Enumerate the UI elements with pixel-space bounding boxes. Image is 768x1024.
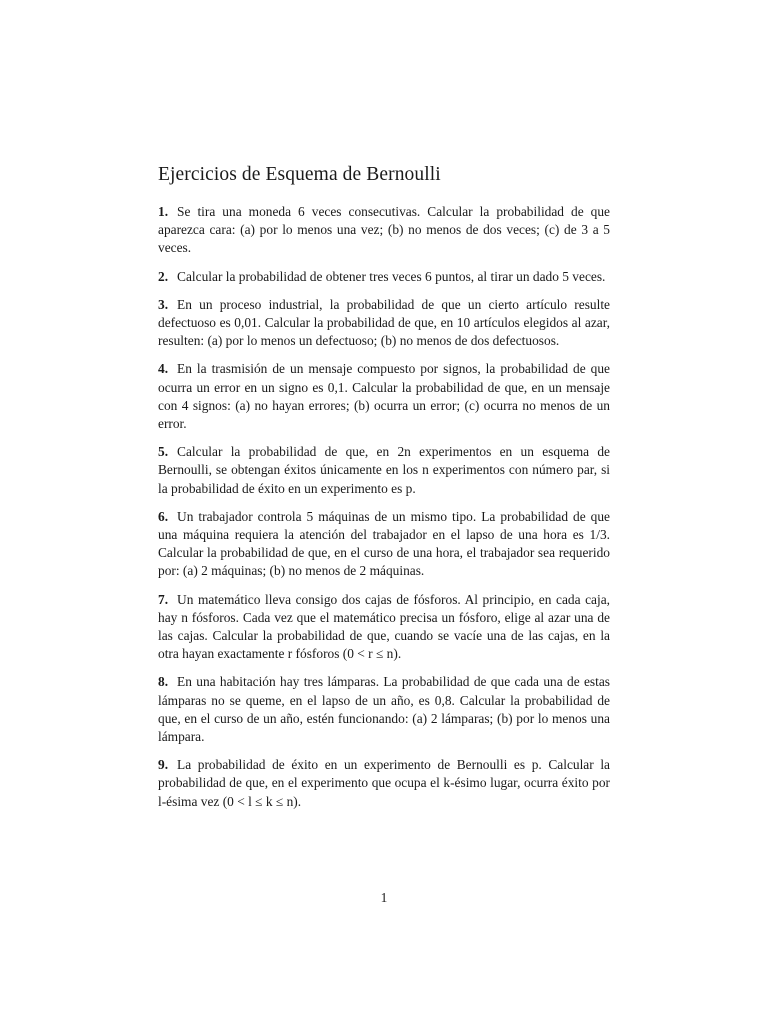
exercise-1 <box>158 203 610 258</box>
exercise-text: En la trasmisión de un mensaje compuesto por signos, la probabilidad de que ocurra un error en un signo es 0,1. Calcular la probabilidad de que, en un mensaje con 4 signos: (a) no hayan errores; (b) ocurra un error; (c) ocurra no menos de un error. <box>158 361 610 432</box>
exercise-text: En un proceso industrial, la probabilidad de que un cierto artículo resulte defectuoso es 0,01. Calcular la probabilidad de que, en 10 artículos elegidos al azar, resulten: (a) por lo menos un defectuoso; (b) no menos de dos defectuosos. <box>158 296 610 349</box>
exercise-7 <box>158 591 610 664</box>
exercise-text: Calcular la probabilidad de que, en 2n experimentos en un esquema de Bernoulli, se obtengan éxitos únicamente en los n experimentos con número par, si la probabilidad de éxito en un experimento es p. <box>158 444 610 496</box>
exercise-text: Un trabajador controla 5 máquinas de un mismo tipo. La probabilidad de que una máquina requiera la atención del trabajador en el lapso de una hora es 1/3. Calcular la probabilidad de que, en el curso de una hora, el trabajador sea requerido por: (a) 2 máquinas; (b) no menos de 2 máquinas. <box>158 508 610 579</box>
page-number: 1 <box>380 890 388 905</box>
exercise-number: 6. <box>158 508 169 524</box>
exercise-text: Se tira una moneda 6 veces consecutivas. Calcular la probabilidad de que aparezca cara: (a) por lo menos una vez; (b) no menos de dos veces; (c) de 3 a 5 veces. <box>158 204 610 256</box>
exercise-number: 1. <box>158 204 169 219</box>
exercise-number: 3. <box>158 296 169 312</box>
exercise-4 <box>158 360 610 433</box>
exercise-text: Un matemático lleva consigo dos cajas de fósforos. Al principio, en cada caja, hay n fósforos. Cada vez que el matemático precisa un fósforo, elige al azar una de las cajas. Calcular la probabilidad de que, cuando se vacíe una de las cajas, en la otra hayan exactamente r fósforos (0 < r ≤ n). <box>158 591 610 662</box>
exercise-text: Calcular la probabilidad de obtener tres veces 6 puntos, al tirar un dado 5 veces. <box>177 268 606 284</box>
page-title: Ejercicios de Esquema de Bernoulli <box>158 164 441 185</box>
exercise-2 <box>158 268 610 286</box>
exercise-5 <box>158 443 610 498</box>
exercise-number: 4. <box>158 361 169 377</box>
exercise-9 <box>158 756 610 811</box>
exercise-3 <box>158 296 610 351</box>
exercise-text: La probabilidad de éxito en un experimento de Bernoulli es p. Calcular la probabilidad de que, en el experimento que ocupa el k-ésimo lugar, ocurra éxito por l-ésima vez (0 < l ≤ k ≤ n). <box>158 757 610 809</box>
exercise-number: 5. <box>158 444 169 460</box>
exercise-6 <box>158 508 610 581</box>
exercise-number: 2. <box>158 268 169 284</box>
exercise-text: En una habitación hay tres lámparas. La probabilidad de que cada una de estas lámparas no se queme, en el lapso de un año, es 0,8. Calcular la probabilidad de que, en el curso de un año, estén funcionando: (a) 2 lámparas; (b) por lo menos una lámpara. <box>158 674 610 745</box>
exercise-number: 8. <box>158 674 169 690</box>
exercise-number: 7. <box>158 591 169 607</box>
document-page <box>158 162 610 821</box>
exercise-8 <box>158 673 610 746</box>
exercise-number: 9. <box>158 757 169 773</box>
